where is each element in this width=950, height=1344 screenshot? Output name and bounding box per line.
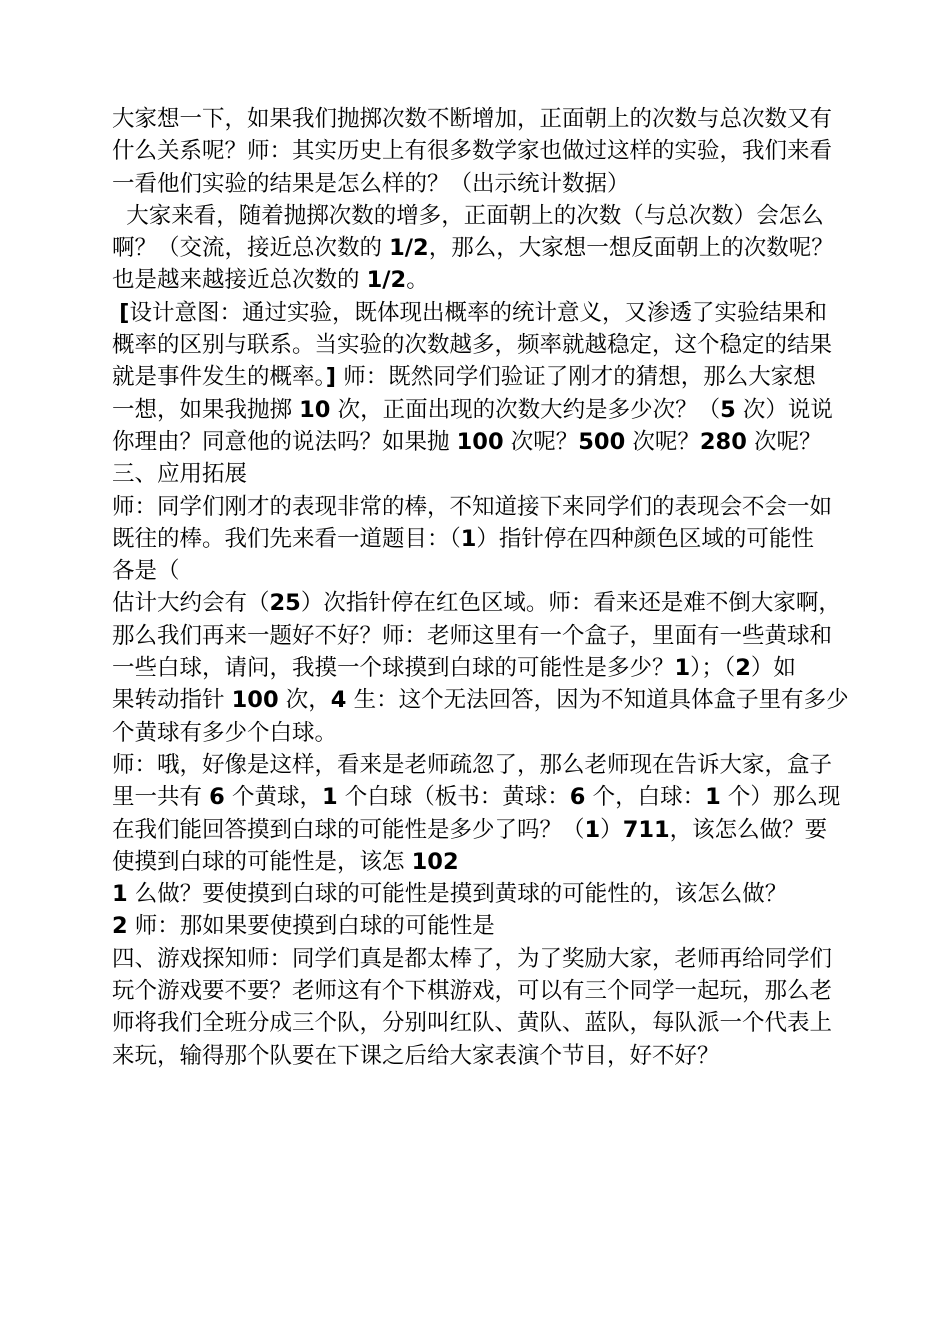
section-heading: 三、应用拓展 [112, 461, 248, 488]
document-body [112, 103, 872, 1072]
text-line: 在我们能回答摸到白球的可能性是多少了吗？（1）711，该怎么做？要 [112, 816, 828, 843]
text-line: 里一共有 6 个黄球，1 个白球（板书：黄球：6 个，白球：1 个）那么现 [112, 784, 841, 811]
text-line: 2 师：那如果要使摸到白球的可能性是 [112, 913, 495, 940]
text-line: 使摸到白球的可能性是，该怎 102 [112, 848, 459, 875]
text-line: 一些白球，请问，我摸一个球摸到白球的可能性是多少？1）；（2）如 [112, 655, 796, 682]
text-line: 那么我们再来一题好不好？师：老师这里有一个盒子，里面有一些黄球和 [112, 622, 833, 649]
section-heading: 四、游戏探知师：同学们真是都太棒了，为了奖励大家，老师再给同学们 [112, 945, 833, 972]
text-line: 你理由？同意他的说法吗？如果抛 100 次呢？500 次呢？280 次呢？ [112, 428, 822, 455]
text-line: 玩个游戏要不要？老师这有个下棋游戏，可以有三个同学一起玩，那么老 [112, 978, 833, 1005]
text-line: 个黄球有多少个白球。 [112, 719, 338, 746]
text-line: 既往的棒。我们先来看一道题目：（1）指针停在四种颜色区域的可能性 [112, 525, 814, 552]
text-line: 师：同学们刚才的表现非常的棒，不知道接下来同学们的表现会不会一如 [112, 493, 833, 520]
text-line: 果转动指针 100 次，4 生：这个无法回答，因为不知道具体盒子里有多少 [112, 687, 849, 714]
text-line: 什么关系呢？师：其实历史上有很多数学家也做过这样的实验，我们来看 [112, 138, 833, 165]
text-line: 估计大约会有（25）次指针停在红色区域。师：看来还是难不倒大家啊， [112, 590, 841, 617]
text-line: 师：哦，好像是这样，看来是老师疏忽了，那么老师现在告诉大家，盒子 [112, 751, 833, 778]
text-line: 概率的区别与联系。当实验的次数越多，频率就越稳定，这个稳定的结果 [112, 332, 833, 359]
text-line: 大家想一下，如果我们抛掷次数不断增加，正面朝上的次数与总次数又有 [112, 106, 833, 132]
text-line: 1 么做？要使摸到白球的可能性是摸到黄球的可能性的，该怎么做？ [112, 881, 788, 908]
text-line: 就是事件发生的概率。] 师：既然同学们验证了刚才的猜想，那么大家想 [112, 364, 816, 391]
text-line: 啊？（交流，接近总次数的 1/2，那么，大家想一想反面朝上的次数呢？ [112, 235, 834, 262]
text-line: 来玩，输得那个队要在下课之后给大家表演个节目，好不好？ [112, 1042, 720, 1069]
text-line: 一看他们实验的结果是怎么样的？（出示统计数据） [112, 170, 630, 197]
text-line: 各是（ [112, 558, 180, 585]
text-line: 师将我们全班分成三个队，分别叫红队、黄队、蓝队，每队派一个代表上 [112, 1010, 833, 1037]
text-line: 大家来看，随着抛掷次数的增多，正面朝上的次数（与总次数）会怎么 [112, 202, 824, 229]
text-line: 也是越来越接近总次数的 1/2。 [112, 267, 429, 294]
text-line: 一想，如果我抛掷 10 次，正面出现的次数大约是多少次？（5 次）说说 [112, 396, 833, 423]
text-line: [设计意图：通过实验，既体现出概率的统计意义，又渗透了实验结果和 [119, 299, 827, 326]
